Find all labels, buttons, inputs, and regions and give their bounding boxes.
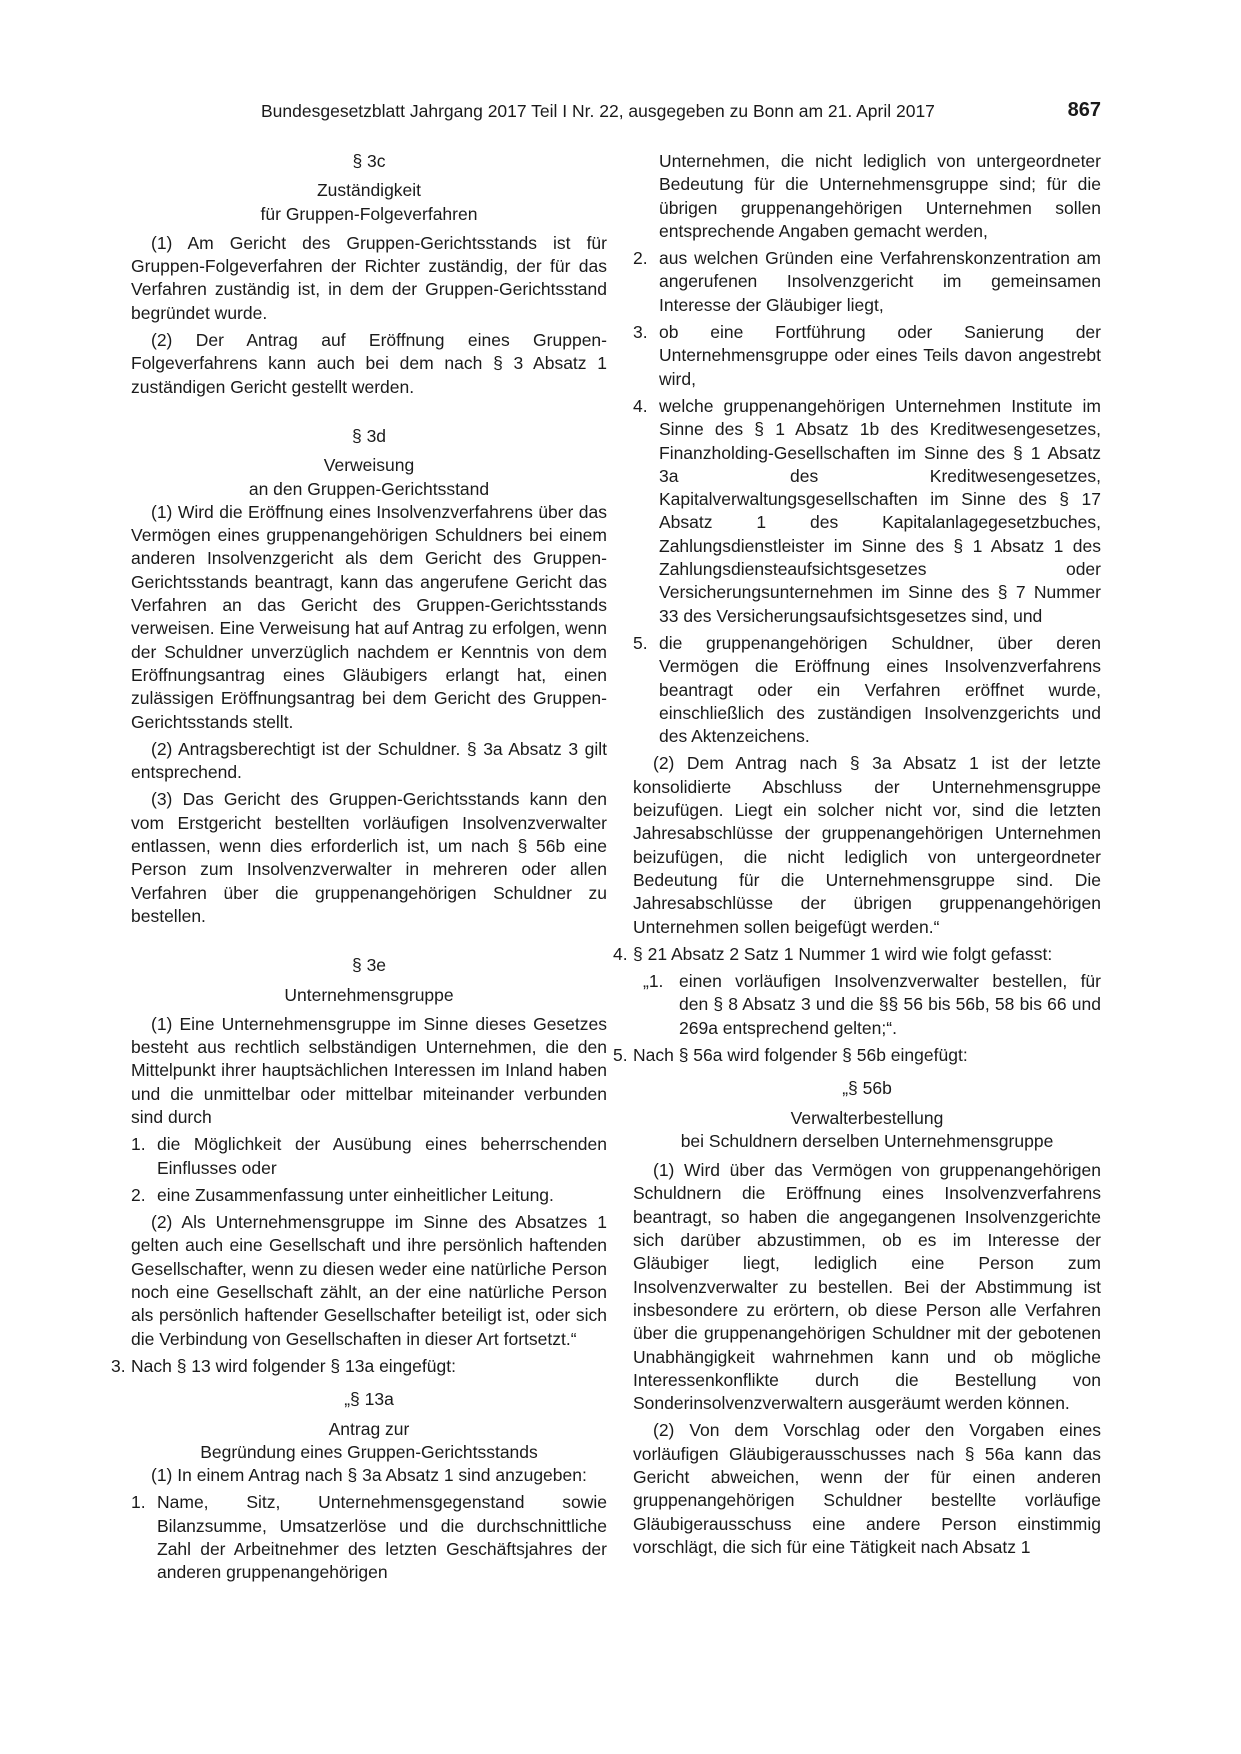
list-item: [131, 1184, 607, 1207]
amendment-number: 4.: [613, 943, 628, 964]
page-header: [131, 99, 1101, 129]
amendment-item-3: [111, 1355, 607, 1378]
list-item-text: eine Zusammenfassung unter einheitlicher Leitung.: [157, 1184, 554, 1205]
running-title: Bundesgesetzblatt Jahrgang 2017 Teil I Nr. 22, ausgegeben zu Bonn am 21. April 2017: [261, 101, 935, 121]
section-sign-13a: „§ 13a: [344, 1389, 394, 1410]
paragraph-3d-2: (2) Antragsberechtigt ist der Schuldner. § 3a Absatz 3 gilt entsprechend.: [131, 738, 607, 783]
section-subtitle-3c: für Gruppen-Folgeverfahren: [260, 203, 478, 224]
page-number: 867: [1067, 99, 1101, 121]
amendment-text: Nach § 13 wird folgender § 13a eingefügt:: [131, 1355, 456, 1376]
list-item-text: ob eine Fortführung oder Sanierung der Unternehmensgruppe oder eines Teils davon angestrebt wird,: [659, 322, 1101, 389]
list-item-text: die Möglichkeit der Ausübung eines beherrschenden Einflusses oder: [157, 1134, 607, 1178]
section-sign-3c: § 3c: [352, 151, 386, 171]
paragraph-3c-1: (1) Am Gericht des Gruppen-Gerichtsstands ist für Gruppen-Folgeverfahren der Richter zuständig, der für das Verfahren zuständig ist, in dem der Gruppen-Gerichtsstand begründet wurde.: [131, 232, 607, 323]
list-item-number: 3.: [633, 322, 648, 343]
paragraph-3c-2: (2) Der Antrag auf Eröffnung eines Gruppen-Folgeverfahrens kann auch bei dem nach § 3 Absatz 1 zuständigen Gericht gestellt werden.: [131, 330, 607, 397]
section-subtitle-13a: Begründung eines Gruppen-Gerichtsstands: [200, 1441, 538, 1462]
paragraph-13a-1: (1) In einem Antrag nach § 3a Absatz 1 sind anzugeben:: [151, 1465, 587, 1486]
list-item-number: 1.: [131, 1492, 146, 1513]
list-item: [633, 321, 1101, 391]
section-subtitle-56b: bei Schuldnern derselben Unternehmensgruppe: [680, 1130, 1054, 1151]
list-item: [633, 632, 1101, 748]
quoted-provision: [643, 970, 1101, 1040]
list-item-number: 5.: [633, 632, 648, 653]
left-column: [111, 150, 607, 1589]
paragraph-3e-2: (2) Als Unternehmensgruppe im Sinne des Absatzes 1 gelten auch eine Gesellschaft und ihre persönlich haftenden Gesellschafter, wenn zu diesen weder eine natürliche Person noch eine Gesellschaft zählt, an der eine natürliche Person als persönlich haftender Gesellschafter beteiligt ist, oder sich die Verbindung von Gesellschaften in dieser Art fortsetzt.“: [131, 1212, 607, 1349]
right-column: [613, 150, 1101, 1563]
paragraph-13a-2: (2) Dem Antrag nach § 3a Absatz 1 ist der letzte konsolidierte Abschluss der Unternehmensgruppe beizufügen. Liegt ein solcher nicht vor, sind die letzten Jahresabschlüsse der gruppenangehörigen Unternehmen beizufügen, die nicht lediglich von untergeordneter Bedeutung für die Unternehmensgruppe sind. Die Jahresabschlüsse der übrigen gruppenangehörigen Unternehmen sollen beigefügt werden.“: [633, 753, 1101, 937]
list-item: [633, 395, 1101, 628]
list-item-number: 1.: [131, 1134, 146, 1155]
amendment-number: 3.: [111, 1355, 126, 1376]
amendment-item-4: [613, 943, 1101, 966]
list-item-number: 2.: [633, 248, 648, 269]
amendment-item-5: [613, 1044, 1101, 1067]
list-item-text: die gruppenangehörigen Schuldner, über deren Vermögen die Eröffnung eines Insolvenzverfahrens beantragt oder ein Verfahren eröffnet wurde, einschließlich des zuständigen Insolvenzgerichts und des Aktenzeichens.: [659, 632, 1101, 747]
paragraph-3e-1: (1) Eine Unternehmensgruppe im Sinne dieses Gesetzes besteht aus rechtlich selbständigen Unternehmen, die den Mittelpunkt ihrer hauptsächlichen Interessen im Inland haben und die unmittelbar oder mittelbar miteinander verbunden sind durch: [131, 1013, 607, 1127]
list-item-number: 2.: [131, 1184, 146, 1205]
section-sign-3d: § 3d: [351, 425, 387, 446]
amendment-number: 5.: [613, 1044, 628, 1065]
section-title-3c: Zuständigkeit: [316, 180, 422, 201]
list-item: [131, 1491, 607, 1584]
section-title-13a: Antrag zur: [328, 1418, 410, 1439]
paragraph-3d-1: (1) Wird die Eröffnung eines Insolvenzverfahrens über das Vermögen eines gruppenangehörigen Schuldners bei einem anderen Insolvenzgericht als dem Gericht des Gruppen-Gerichtsstands beantragt, kann das angerufene Gericht das Verfahren an das Gericht des Gruppen-Gerichtsstands verweisen. Eine Verweisung hat auf Antrag zu erfolgen, wenn der Schuldner unverzüglich nachdem er Kenntnis von dem Eröffnungsantrag eines Gläubigers erlangt hat, einen zulässigen Eröffnungsantrag bei dem Gericht des Gruppen-Gerichtsstands stellt.: [131, 501, 607, 732]
list-item-number: 4.: [633, 395, 648, 416]
list-item-text: aus welchen Gründen eine Verfahrenskonzentration am angerufenen Insolvenzgericht im gemeinsamen Interesse der Gläubiger liegt,: [659, 248, 1101, 315]
list-item: [131, 1133, 607, 1180]
list-item-text: Name, Sitz, Unternehmensgegenstand sowie Bilanzsumme, Umsatzerlöse und die durchschnittliche Zahl der Arbeitnehmer des letzten Geschäftsjahres der anderen gruppenangehörigen: [157, 1492, 607, 1583]
list-item-continuation: [633, 150, 1101, 243]
amendment-text: Nach § 56a wird folgender § 56b eingefügt:: [633, 1044, 968, 1065]
quoted-number: „1.: [643, 971, 664, 992]
section-title-3e: Unternehmensgruppe: [284, 984, 454, 1005]
paragraph-56b-2: (2) Von dem Vorschlag oder den Vorgaben eines vorläufigen Gläubigerausschusses nach § 56a kann das Gericht abweichen, wenn der für einen anderen gruppenangehörigen Schuldner bestellte vorläufige Gläubigerausschuss eine andere Person einstimmig vorschlägt, die sich für eine Tätigkeit nach Absatz 1: [633, 1420, 1101, 1557]
list-item-text: welche gruppenangehörigen Unternehmen Institute im Sinne des § 1 Absatz 1b des Kreditwesengesetzes, Finanzholding-Gesellschaften im Sinne des § 1 Absatz 3a des Kreditwesengesetzes, Kapitalverwaltungsgesellschaften im Sinne des § 17 Absatz 1 des Kapitalanlagegesetzbuches, Zahlungsdienstleister im Sinne des § 1 Absatz 1 des Zahlungsdiensteaufsichtsgesetzes oder Versicherungsunternehmen im Sinne des § 7 Nummer 33 des Versicherungsaufsichtsgesetzes sind, und: [659, 395, 1101, 626]
section-title-56b: Verwalterbestellung: [790, 1107, 944, 1128]
quoted-text: einen vorläufigen Insolvenzverwalter bestellen, für den § 8 Absatz 3 und die §§ 56 bis 56b, 58 bis 66 und 269a entsprechend gelten;“.: [679, 971, 1101, 1038]
list-item: [633, 247, 1101, 317]
section-sign-56b: „§ 56b: [842, 1078, 892, 1099]
section-subtitle-3d: an den Gruppen-Gerichtsstand: [248, 478, 490, 499]
list-item-text: Unternehmen, die nicht lediglich von untergeordneter Bedeutung für die Unternehmensgruppe sind; für die übrigen gruppenangehörigen Unternehmen sollen entsprechende Angaben gemacht werden,: [659, 151, 1101, 241]
section-title-3d: Verweisung: [323, 455, 415, 476]
amendment-text: § 21 Absatz 2 Satz 1 Nummer 1 wird wie folgt gefasst:: [633, 943, 1053, 964]
paragraph-3d-3: (3) Das Gericht des Gruppen-Gerichtsstands kann den vom Erstgericht bestellten vorläufigen Insolvenzverwalter entlassen, wenn dies erforderlich ist, um nach § 56b eine Person zum Insolvenzverwalter in mehreren oder allen Verfahren über die gruppenangehörigen Schuldner zu bestellen.: [131, 789, 607, 926]
section-sign-3e: § 3e: [351, 955, 387, 976]
paragraph-56b-1: (1) Wird über das Vermögen von gruppenangehörigen Schuldnern die Eröffnung eines Insolvenzverfahrens beantragt, so haben die angegangenen Insolvenzgerichte sich darüber abzustimmen, ob es im Interesse der Gläubiger liegt, lediglich eine Person zum Insolvenzverwalter zu bestellen. Bei der Abstimmung ist insbesondere zu erörtern, ob diese Person alle Verfahren über die gruppenangehörigen Schuldner mit der gebotenen Unabhängigkeit wahrnehmen kann und ob mögliche Interessenkonflikte durch die Bestellung von Sonderinsolvenzverwaltern ausgeräumt werden können.: [633, 1160, 1101, 1414]
